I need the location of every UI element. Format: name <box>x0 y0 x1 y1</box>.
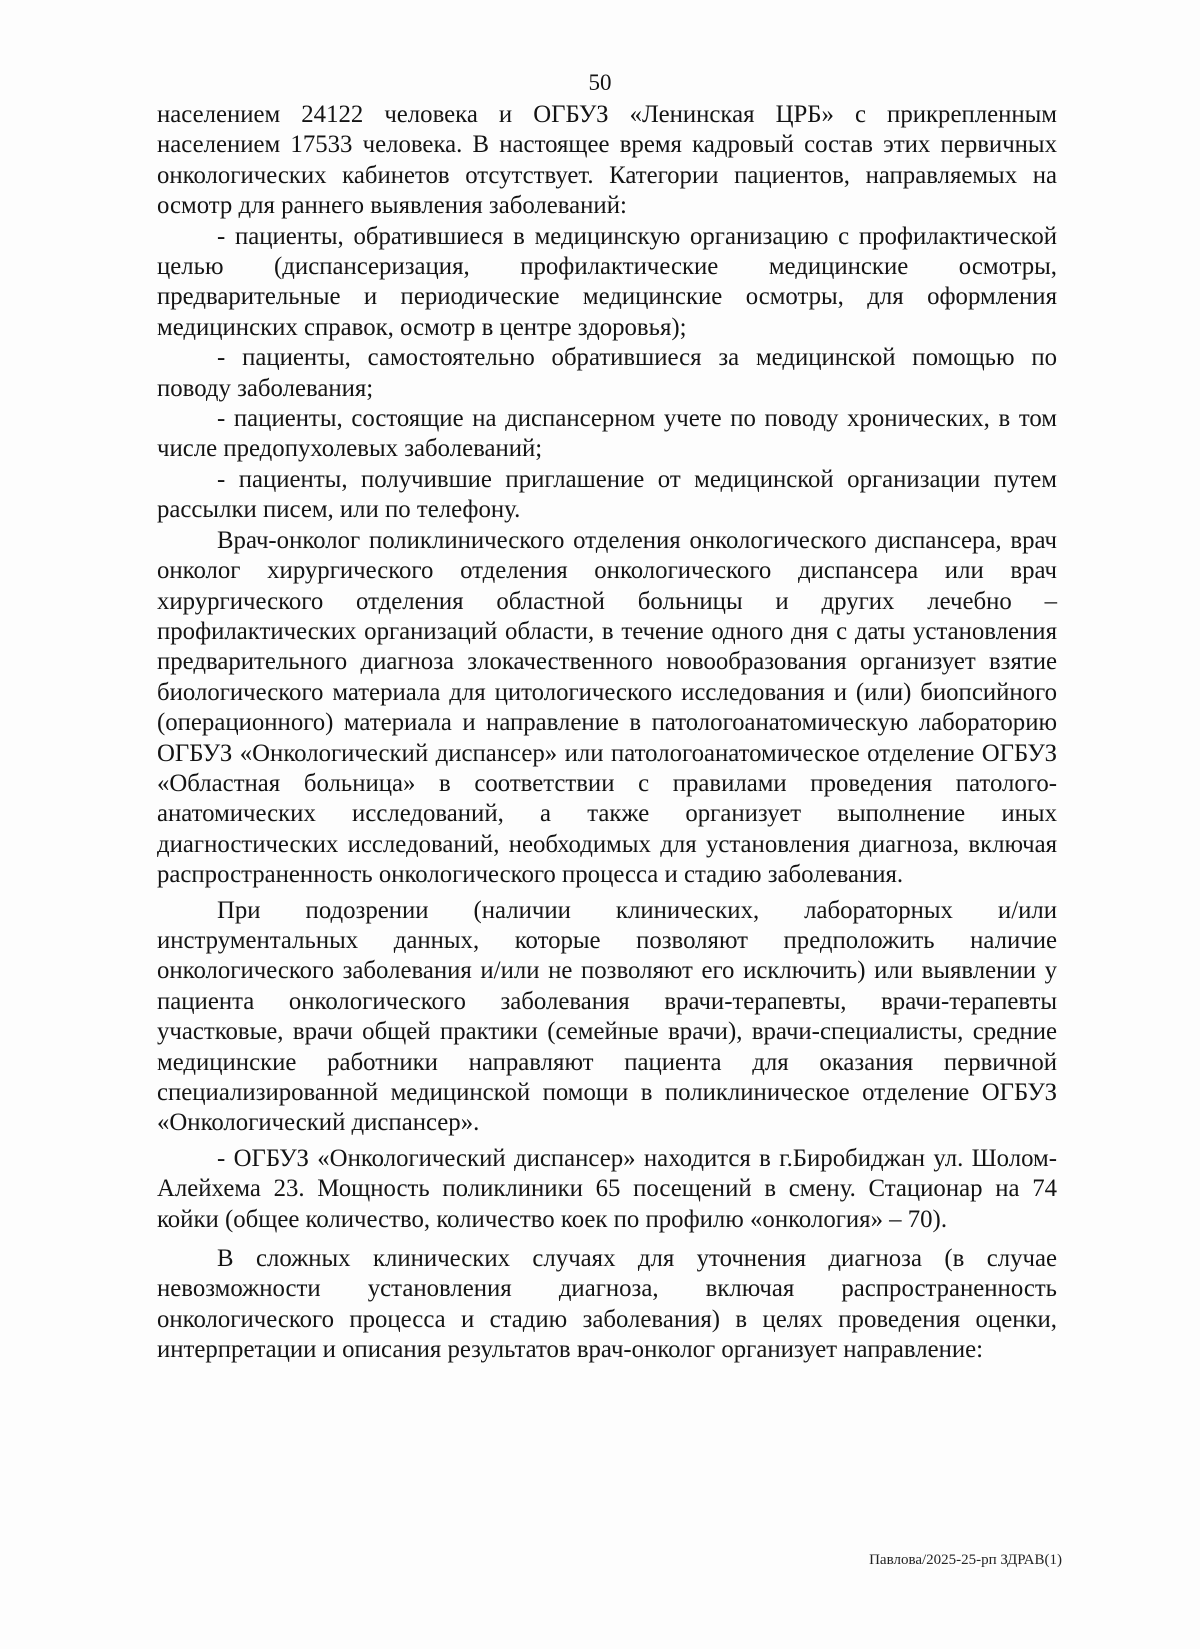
list-item-dispensary: - пациенты, состоящие на диспансерном учете по поводу хронических, в том числе предопухолевых заболеваний; <box>157 405 1057 463</box>
paragraph-oncologist: Врач-онколог поликлинического отделения онкологического диспансера, врач онколог хирургического отделения онкологического диспансера или врач хирургического отделения областной больницы и других лечебно – профилактических организаций области, в течение одного дня с даты установления предварительного диагноза злокачественного новообразования организует взятие биологического материала для цитологического исследования и (или) биопсийного (операционного) материала и направление в патологоанатомическую лабораторию ОГБУЗ «Онкологический диспансер» или патологоанатомическое отделение ОГБУЗ «Областная больница» в соответствии с правилами проведения патолого-анатомических исследований, а также организует выполнение иных диагностических исследований, необходимых для установления диагноза, включая распространенность онкологического процесса и стадию заболевания. <box>157 526 1057 889</box>
document-footer-code: Павлова/2025-25-рп ЗДРАВ(1) <box>869 1552 1062 1568</box>
list-item-self-referral: - пациенты, самостоятельно обратившиеся за медицинской помощью по поводу заболевания; <box>157 344 1057 402</box>
page-number: 50 <box>588 70 612 95</box>
paragraph-suspicion: При подозрении (наличии клинических, лабораторных и/или инструментальных данных, которые позволяют предположить наличие онкологического заболевания и/или не позволяют его исключить) или выявлении у пациента онкологического заболевания врачи-терапевты, врачи-терапевты участковые, врачи общей практики (семейные врачи), врачи-специалисты, средние медицинские работники направляют пациента для оказания первичной специализированной медицинской помощи в поликлиническое отделение ОГБУЗ «Онкологический диспансер». <box>157 896 1057 1137</box>
list-item-preventive: - пациенты, обратившиеся в медицинскую организацию с профилактической целью (диспансеризация, профилактические медицинские осмотры, предварительные и периодические медицинские осмотры, для оформления медицинских справок, осмотр в центре здоровья); <box>157 222 1057 341</box>
paragraph-dispensary-location: - ОГБУЗ «Онкологический диспансер» находится в г.Биробиджан ул. Шолом-Алейхема 23. Мощность поликлиники 65 посещений в смену. Стационар на 74 койки (общее количество, количество коек по профилю «онкология» – 70). <box>157 1144 1057 1233</box>
paragraph-complex-cases: В сложных клинических случаях для уточнения диагноза (в случае невозможности установления диагноза, включая распространенность онкологического процесса и стадию заболевания) в целях проведения оценки, интерпретации и описания результатов врач-онколог организует направление: <box>157 1245 1057 1364</box>
paragraph-population: населением 24122 человека и ОГБУЗ «Ленинская ЦРБ» с прикрепленным населением 17533 человека. В настоящее время кадровый состав этих первичных онкологических кабинетов отсутствует. Категории пациентов, направляемых на осмотр для раннего выявления заболеваний: <box>157 101 1057 220</box>
document-body <box>157 100 1057 1366</box>
list-item-invited: - пациенты, получившие приглашение от медицинской организации путем рассылки писем, или по телефону. <box>157 465 1057 524</box>
